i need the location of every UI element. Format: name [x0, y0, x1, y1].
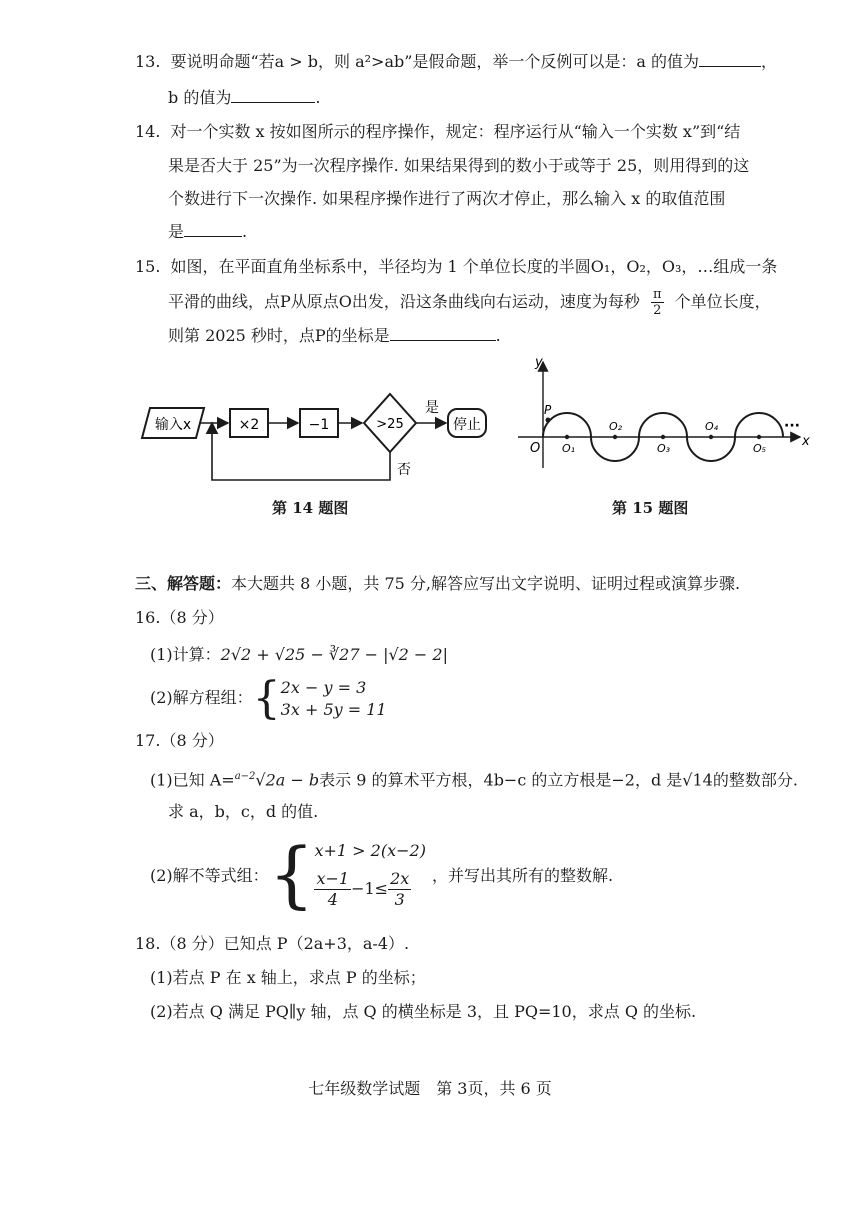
q18-part2: (2)若点 Q 满足 PQ∥y 轴，点 Q 的横坐标是 3，且 PQ=10，求点 Q 的坐标. — [150, 1002, 697, 1021]
flow-minus1-label: −1 — [308, 417, 330, 433]
q17-header: 17.（8 分） — [135, 731, 224, 750]
q15-blank[interactable] — [390, 324, 496, 341]
center-o2-label: O₂ — [609, 420, 623, 433]
q17-ineq2-num: x−1 — [316, 868, 350, 888]
q13-line1 — [135, 50, 777, 74]
flow-times2-label: ×2 — [238, 417, 260, 433]
section3-title: 三、解答题： — [135, 574, 232, 593]
section3-heading — [135, 572, 740, 596]
q17-system — [314, 839, 425, 910]
q14-line2: 果是否大于 25”为一次程序操作. 如果结果得到的数小于或等于 25，则用得到的这 — [168, 156, 750, 175]
q17-ineq2-left-frac — [314, 869, 351, 910]
q13-text1: 要说明命题“若a > b，则 a²>ab”是假命题，举一个反例可以是：a 的值为 — [170, 52, 700, 71]
q13-blank-b[interactable] — [231, 86, 315, 103]
q16-header: 16.（8 分） — [135, 608, 224, 627]
fig14-caption: 第 14 题图 — [272, 499, 349, 517]
fig15-caption: 第 15 题图 — [612, 499, 689, 517]
q14-number: 14. — [135, 122, 161, 141]
q17-p2-tail: ，并写出其所有的整数解. — [431, 865, 614, 885]
q15-number: 15. — [135, 257, 161, 276]
q15-frac-den: 2 — [653, 303, 662, 318]
q14-line4 — [168, 220, 247, 244]
flow-stop-label: 停止 — [453, 417, 481, 433]
q17-ineq2-rnum: 2x — [390, 868, 410, 888]
q13-number: 13. — [135, 52, 161, 71]
center-o2-dot — [613, 435, 617, 439]
q15-text2a: 平滑的曲线，点P从原点O出发，沿这条曲线向右运动，速度为每秒 — [168, 292, 640, 311]
q13-blank-a[interactable] — [699, 50, 761, 67]
q17-radicand: √2a − b — [255, 770, 320, 790]
center-o4-label: O₄ — [705, 420, 719, 433]
q17-root-index: a−2 — [234, 771, 256, 782]
q15-text1: 如图，在平面直角坐标系中，半径均为 1 个单位长度的半圆O₁，O₂，O₃，…组成一条 — [170, 257, 778, 276]
q16-p1-expression: 2√2 + √25 − ∛27 − |√2 − 2| — [220, 645, 448, 664]
q18-part1: (1)若点 P 在 x 轴上，求点 P 的坐标； — [150, 968, 426, 987]
center-o3-dot — [661, 435, 665, 439]
q16-eq2: 3x + 5y = 11 — [280, 699, 387, 719]
q17-ineq2-rden: 3 — [394, 889, 405, 909]
q17-part1 — [150, 765, 798, 792]
section3-desc: 本大题共 8 小题，共 75 分,解答应写出文字说明、证明过程或演算步骤. — [231, 574, 741, 593]
q14-text1: 对一个实数 x 按如图所示的程序操作，规定：程序运行从“输入一个实数 x”到“结 — [170, 122, 741, 141]
q16-system — [281, 677, 387, 721]
q15-fraction — [651, 287, 664, 318]
center-o5-dot — [757, 435, 761, 439]
q14-line1 — [135, 120, 740, 144]
q14-period: . — [242, 222, 248, 241]
center-o1-label: O₁ — [562, 442, 576, 455]
origin-label: O — [530, 441, 541, 456]
q14-text4: 是 — [168, 222, 185, 241]
q16-eq1: 2x − y = 3 — [280, 677, 367, 697]
q15-line1 — [135, 255, 777, 279]
q17-p1-rest: 表示 9 的算术平方根，4b−c 的立方根是−2，d 是√14的整数部分. — [319, 770, 798, 790]
x-axis-label: x — [802, 434, 810, 449]
page-footer: 七年级数学试题 第 3页，共 6 页 — [308, 1079, 552, 1098]
flow-yes-label: 是 — [425, 400, 439, 416]
q16-p1-label: (1)计算： — [150, 645, 221, 664]
flowchart-figure — [140, 390, 500, 490]
q13-comma: ， — [761, 52, 778, 71]
q13-period: . — [315, 88, 321, 107]
center-o3-label: O₃ — [657, 442, 671, 455]
flow-input-label: 输入x — [154, 417, 192, 433]
y-axis-label: y — [535, 355, 543, 370]
q15-text3: 则第 2025 秒时，点P的坐标是 — [168, 326, 390, 345]
q17-ineq2-den: 4 — [327, 889, 338, 909]
q17-part1-line2: 求 a，b，c，d 的值. — [168, 802, 319, 821]
center-o4-dot — [709, 435, 713, 439]
q16-part2 — [150, 672, 387, 724]
semicircle-curve-figure — [510, 350, 810, 475]
q17-ineq2-right-frac — [388, 869, 411, 910]
q14-line3: 个数进行下一次操作. 如果程序操作进行了两次才停止，那么输入 x 的取值范围 — [168, 189, 726, 208]
q16-brace: { — [252, 672, 281, 724]
q15-period: . — [495, 326, 501, 345]
q14-blank[interactable] — [184, 220, 242, 237]
center-o1-dot — [565, 435, 569, 439]
q17-part2 — [150, 832, 614, 920]
flow-no-label: 否 — [397, 462, 411, 478]
q13-text2: b 的值为 — [168, 88, 232, 107]
q15-text2b: 个单位长度， — [674, 292, 771, 311]
flow-condition-label: >25 — [376, 417, 404, 432]
q17-p2-label: (2)解不等式组： — [150, 865, 269, 885]
q16-part1 — [150, 643, 448, 667]
q17-brace: { — [268, 832, 315, 916]
point-p-label: P — [544, 403, 552, 417]
q15-line3 — [168, 324, 501, 348]
q17-ineq2-mid: −1≤ — [351, 878, 389, 898]
q15-line2 — [168, 287, 771, 318]
q17-ineq2 — [314, 869, 425, 910]
q17-ineq1: x+1 > 2(x−2) — [314, 840, 426, 860]
center-o5-label: O₅ — [753, 442, 767, 455]
q13-line2 — [168, 86, 320, 110]
point-p-dot — [546, 418, 551, 423]
q16-p2-label: (2)解方程组： — [150, 688, 253, 707]
curve-ellipsis: ··· — [784, 418, 800, 434]
q17-p1-prefix: (1)已知 A= — [150, 770, 235, 790]
q15-frac-num: π — [652, 287, 662, 302]
q18-header: 18.（8 分）已知点 P（2a+3，a-4）. — [135, 934, 410, 953]
